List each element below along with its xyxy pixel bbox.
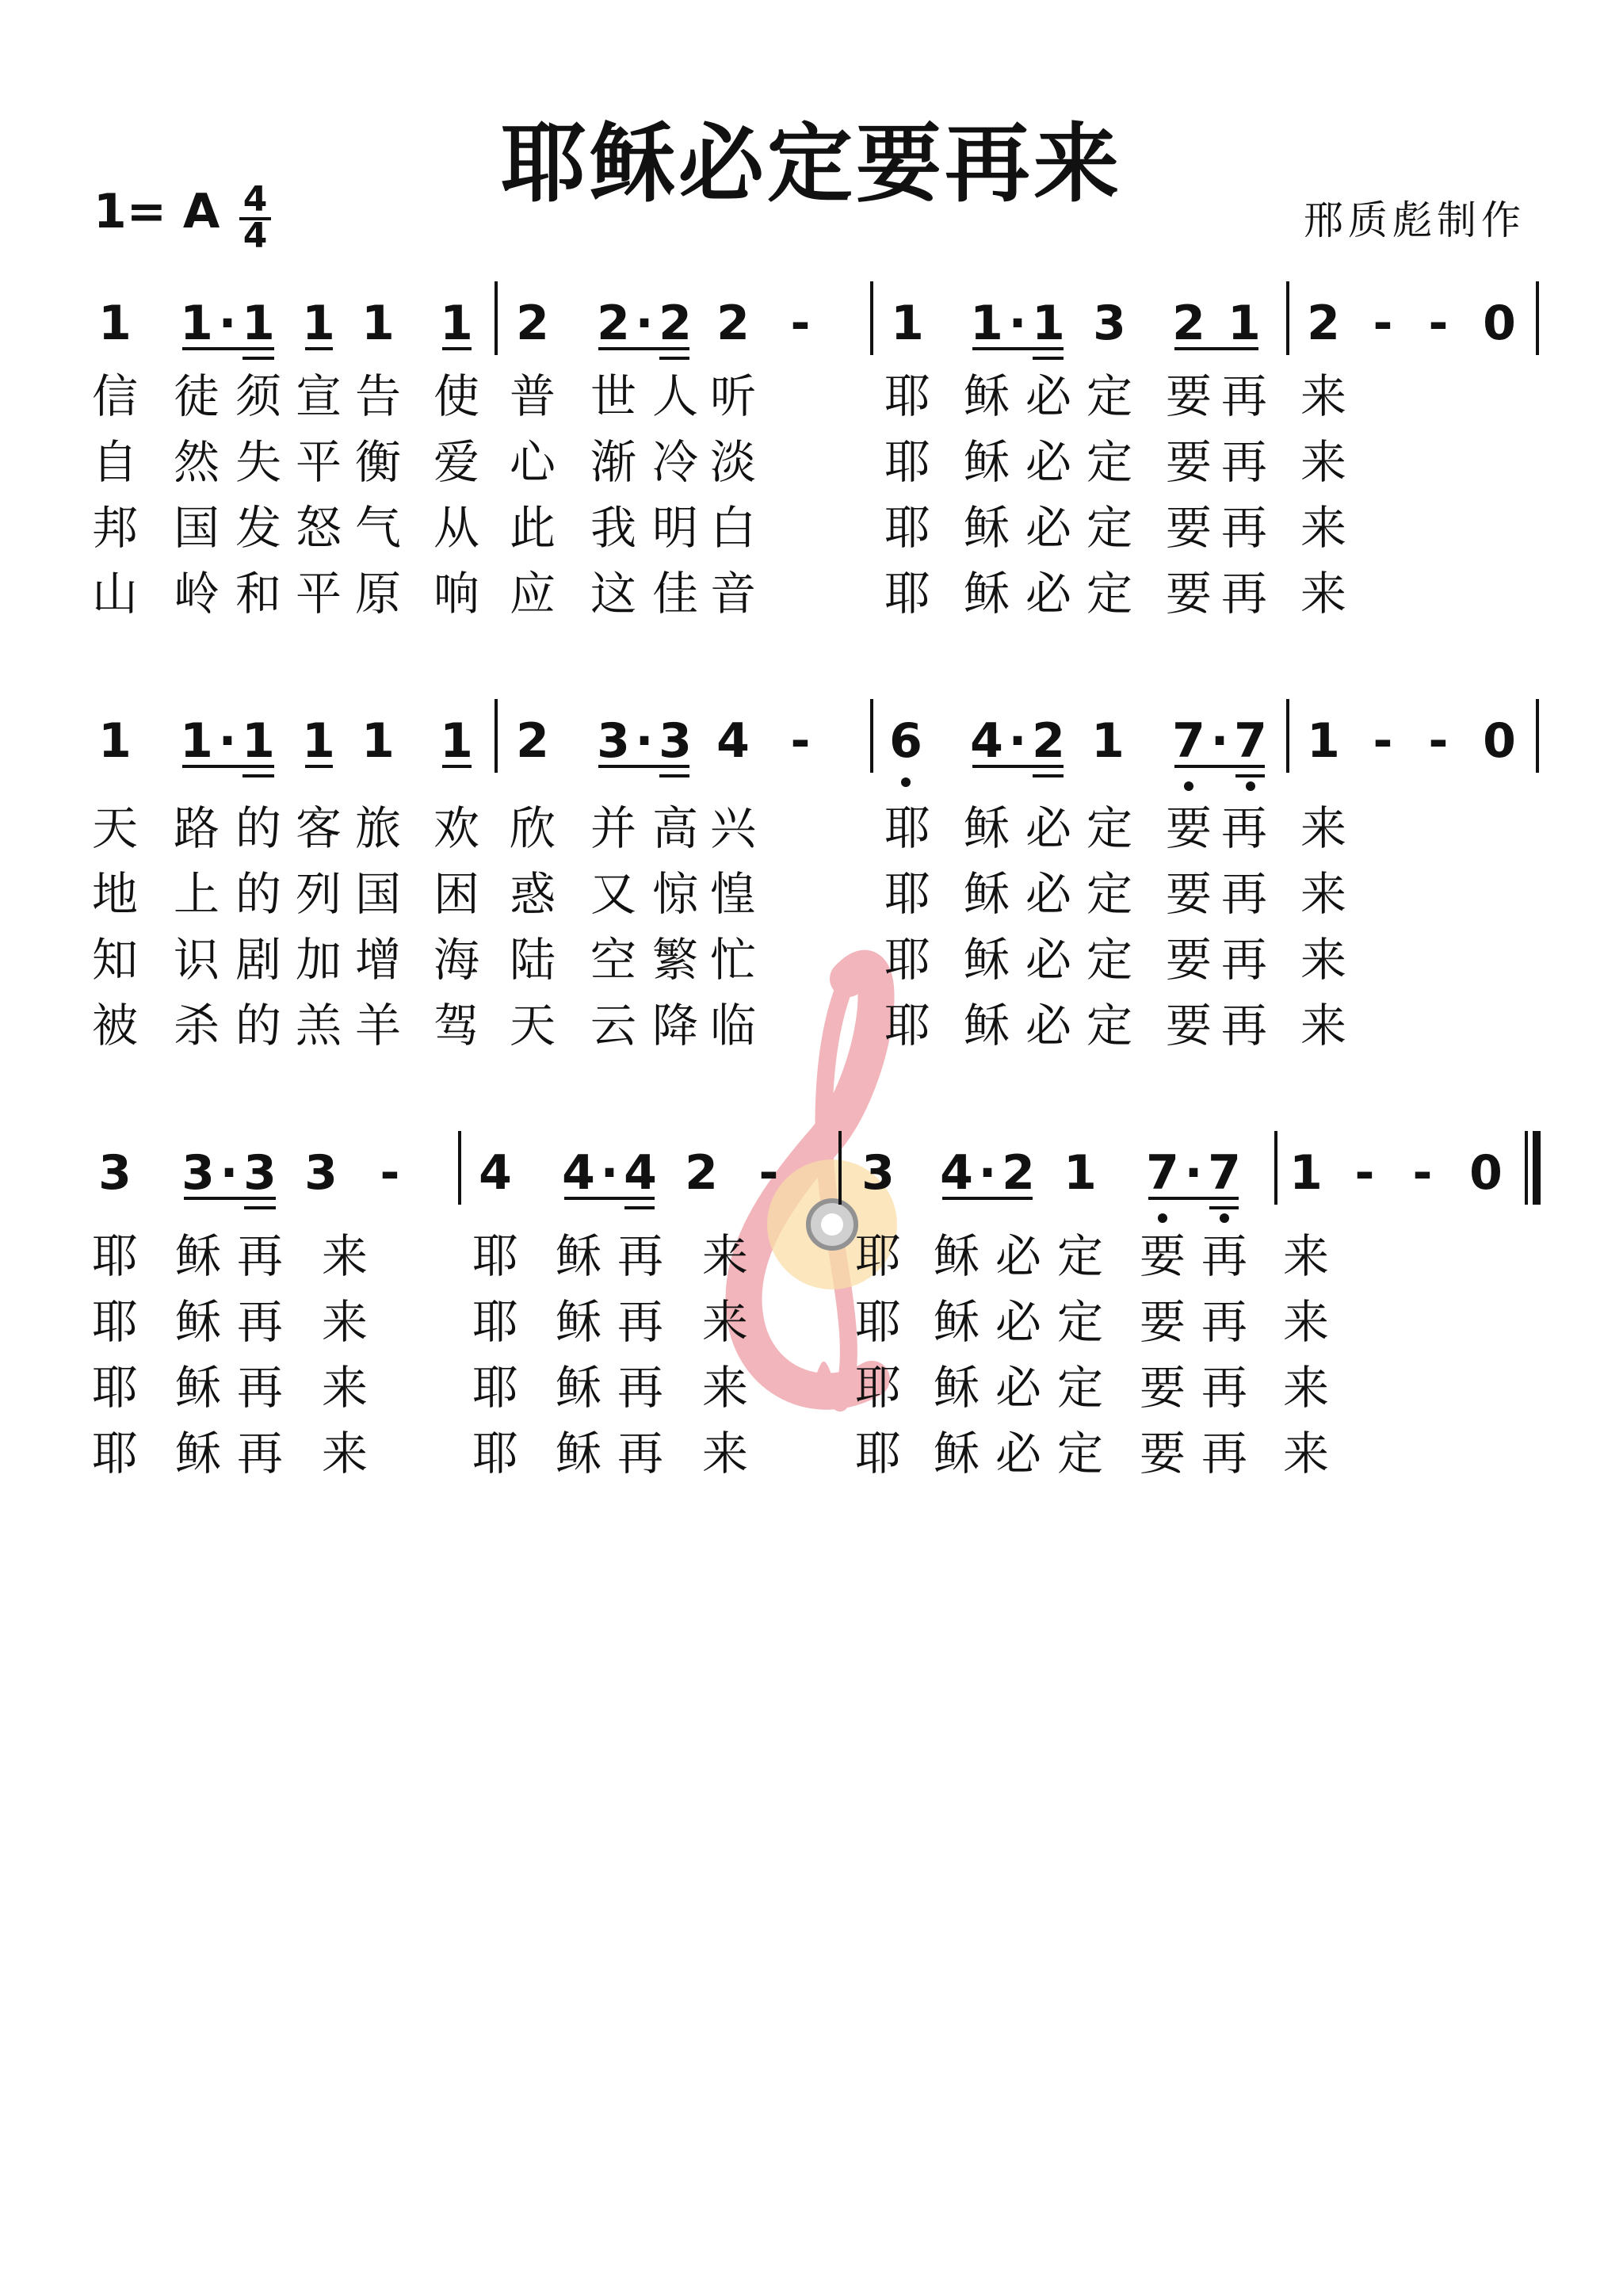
svg-text:4: 4 [716, 713, 750, 769]
lyric-char: 耶 [884, 999, 931, 1052]
lyric-char: 再 [1201, 1295, 1248, 1349]
lyric-char: 必 [1025, 867, 1072, 921]
svg-text:0: 0 [1483, 296, 1516, 351]
lyric-char: 耶 [472, 1361, 519, 1415]
svg-text:1: 1 [98, 296, 132, 351]
lyric-char: 原 [354, 567, 402, 621]
svg-text:·: · [978, 1145, 997, 1201]
lyric-char: 欣 [509, 801, 556, 855]
lyric-char: 使 [433, 369, 480, 423]
lyric-char: 来 [1300, 801, 1347, 855]
svg-text:1: 1 [242, 296, 275, 351]
svg-text:-: - [1412, 1145, 1433, 1201]
lyric-char: 明 [651, 501, 699, 555]
lyric-char: 普 [509, 369, 556, 423]
svg-text:1: 1 [1289, 1145, 1323, 1201]
lyric-char: 心 [509, 435, 556, 489]
time-signature-top: 4 [242, 179, 268, 220]
lyric-char: 惶 [709, 867, 757, 921]
lyric-char: 邦 [91, 501, 139, 555]
lyric-char: 加 [295, 933, 342, 987]
lyric-char: 降 [651, 999, 699, 1052]
svg-text:1: 1 [440, 713, 473, 769]
lyric-char: 国 [354, 867, 402, 921]
key-label: 1= A [94, 184, 220, 239]
lyric-char: 来 [1300, 867, 1347, 921]
lyric-char: 要 [1165, 435, 1212, 489]
lyric-char: 稣 [933, 1427, 980, 1480]
lyric-char: 被 [91, 999, 139, 1052]
lyric-char: 再 [236, 1427, 284, 1480]
lyric-char: 世 [590, 369, 637, 423]
lyric-char: 又 [590, 867, 637, 921]
lyric-char: 定 [1086, 801, 1133, 855]
svg-text:1: 1 [1032, 296, 1065, 351]
lyric-char: 再 [1220, 801, 1268, 855]
svg-text:1: 1 [1091, 713, 1125, 769]
lyric-char: 稣 [963, 933, 1010, 987]
page-title: 耶稣必定要再来 [500, 115, 1122, 214]
lyric-char: 定 [1086, 867, 1133, 921]
svg-text:1: 1 [970, 296, 1003, 351]
lyric-char: 稣 [933, 1229, 980, 1283]
lyric-char: 要 [1165, 999, 1212, 1052]
lyric-char: 来 [701, 1361, 749, 1415]
svg-text:4: 4 [970, 713, 1003, 769]
lyric-char: 识 [173, 933, 220, 987]
lyric-char: 稣 [933, 1361, 980, 1415]
lyric-char: 知 [91, 933, 139, 987]
lyric-char: 耶 [884, 369, 931, 423]
lyric-char: 再 [1220, 567, 1268, 621]
lyric-char: 耶 [91, 1427, 139, 1480]
lyric-char: 再 [617, 1427, 664, 1480]
lyric-char: 平 [295, 567, 342, 621]
lyric-char: 必 [995, 1427, 1042, 1480]
lyric-char: 衡 [354, 435, 402, 489]
svg-text:2: 2 [1002, 1145, 1035, 1201]
svg-text:7: 7 [1172, 713, 1205, 769]
svg-text:·: · [1008, 713, 1027, 769]
svg-text:7: 7 [1234, 713, 1267, 769]
lyric-char: 要 [1165, 801, 1212, 855]
lyric-char: 佳 [651, 567, 699, 621]
svg-text:·: · [218, 713, 237, 769]
lyric-char: 增 [354, 933, 402, 987]
lyric-char: 要 [1139, 1427, 1186, 1480]
lyric-char: 耶 [854, 1427, 902, 1480]
svg-text:-: - [1354, 1145, 1375, 1201]
lyric-char: 定 [1086, 999, 1133, 1052]
lyric-char: 定 [1086, 369, 1133, 423]
svg-text:2: 2 [1032, 713, 1065, 769]
lyric-char: 来 [701, 1427, 749, 1480]
svg-text:3: 3 [243, 1145, 277, 1201]
lyric-char: 须 [235, 369, 282, 423]
lyric-char: 定 [1056, 1229, 1104, 1283]
lyric-char: 来 [1282, 1229, 1330, 1283]
svg-text:3: 3 [659, 713, 692, 769]
lyric-char: 再 [1220, 369, 1268, 423]
lyric-char: 我 [590, 501, 637, 555]
lyric-char: 平 [295, 435, 342, 489]
lyric-char: 必 [1025, 435, 1072, 489]
lyric-char: 此 [509, 501, 556, 555]
svg-text:3: 3 [181, 1145, 215, 1201]
lyric-char: 再 [617, 1295, 664, 1349]
lyric-char: 要 [1139, 1361, 1186, 1415]
lyric-char: 耶 [472, 1229, 519, 1283]
lyric-char: 繁 [651, 933, 699, 987]
lyric-char: 再 [617, 1361, 664, 1415]
svg-text:4: 4 [562, 1145, 595, 1201]
svg-text:-: - [790, 713, 811, 769]
svg-text:-: - [1373, 713, 1393, 769]
lyric-char: 人 [651, 369, 699, 423]
time-signature [239, 179, 271, 256]
lyric-char: 的 [235, 801, 282, 855]
lyric-char: 耶 [854, 1295, 902, 1349]
svg-text:4: 4 [940, 1145, 973, 1201]
lyric-char: 要 [1139, 1229, 1186, 1283]
lyric-char: 上 [173, 867, 220, 921]
lyric-char: 稣 [555, 1229, 602, 1283]
lyric-char: 爱 [433, 435, 480, 489]
svg-text:-: - [1428, 296, 1449, 351]
lyric-char: 国 [173, 501, 220, 555]
lyric-char: 驾 [433, 999, 480, 1052]
lyric-char: 再 [1201, 1229, 1248, 1283]
lyric-char: 定 [1086, 435, 1133, 489]
lyric-char: 地 [91, 867, 139, 921]
system-1-lyrics [92, 369, 1346, 621]
svg-text:1: 1 [891, 296, 924, 351]
lyric-char: 定 [1086, 933, 1133, 987]
lyric-char: 耶 [884, 567, 931, 621]
lyric-char: 惊 [651, 867, 699, 921]
svg-text:1: 1 [180, 713, 213, 769]
svg-text:1: 1 [302, 713, 335, 769]
svg-text:·: · [1008, 296, 1027, 351]
lyric-char: 稣 [174, 1295, 222, 1349]
lyric-char: 定 [1086, 567, 1133, 621]
lyric-char: 再 [1220, 999, 1268, 1052]
lyric-char: 信 [91, 369, 139, 423]
svg-text:3: 3 [304, 1145, 338, 1201]
lyric-char: 路 [173, 801, 220, 855]
lyric-char: 定 [1056, 1361, 1104, 1415]
svg-text:·: · [218, 296, 237, 351]
svg-text:3: 3 [861, 1145, 895, 1201]
lyric-char: 稣 [174, 1361, 222, 1415]
lyric-char: 定 [1086, 501, 1133, 555]
svg-text:1: 1 [1307, 713, 1340, 769]
lyric-char: 临 [709, 999, 757, 1052]
svg-text:2: 2 [1172, 296, 1205, 351]
lyric-char: 再 [1201, 1427, 1248, 1480]
lyric-char: 耶 [854, 1361, 902, 1415]
lyric-char: 怒 [295, 501, 342, 555]
lyric-char: 必 [1025, 369, 1072, 423]
svg-text:1: 1 [302, 296, 335, 351]
lyric-char: 定 [1056, 1295, 1104, 1349]
lyric-char: 高 [651, 801, 699, 855]
lyric-char: 兴 [709, 801, 757, 855]
lyric-char: 从 [433, 501, 480, 555]
lyric-char: 再 [617, 1229, 664, 1283]
svg-text:·: · [220, 1145, 239, 1201]
lyric-char: 再 [1220, 933, 1268, 987]
svg-text:2: 2 [516, 296, 549, 351]
lyric-char: 再 [236, 1295, 284, 1349]
lyric-char: 来 [1300, 369, 1347, 423]
svg-text:3: 3 [597, 713, 630, 769]
svg-text:4: 4 [479, 1145, 512, 1201]
lyric-char: 惑 [509, 867, 556, 921]
lyric-char: 渐 [590, 435, 637, 489]
lyric-char: 忙 [709, 933, 757, 987]
svg-text:·: · [1184, 1145, 1203, 1201]
lyric-char: 耶 [884, 501, 931, 555]
lyric-char: 再 [1220, 435, 1268, 489]
lyric-char: 云 [590, 999, 637, 1052]
svg-text:0: 0 [1483, 713, 1516, 769]
lyric-char: 天 [509, 999, 556, 1052]
lyric-char: 稣 [555, 1361, 602, 1415]
svg-text:·: · [635, 296, 654, 351]
lyric-char: 羊 [354, 999, 402, 1052]
lyric-char: 来 [1300, 435, 1347, 489]
svg-text:1: 1 [361, 713, 395, 769]
lyric-char: 这 [590, 567, 637, 621]
svg-text:·: · [635, 713, 654, 769]
lyric-char: 稣 [963, 369, 1010, 423]
svg-text:2: 2 [685, 1145, 718, 1201]
lyric-char: 稣 [963, 999, 1010, 1052]
lyric-char: 必 [1025, 933, 1072, 987]
lyric-char: 必 [1025, 567, 1072, 621]
lyric-char: 耶 [854, 1229, 902, 1283]
lyric-char: 来 [1282, 1361, 1330, 1415]
svg-text:2: 2 [716, 296, 750, 351]
lyric-char: 来 [321, 1229, 369, 1283]
lyric-char: 然 [173, 435, 220, 489]
svg-text:-: - [758, 1145, 779, 1201]
lyric-char: 冷 [651, 435, 699, 489]
lyric-char: 耶 [884, 867, 931, 921]
lyric-char: 来 [1282, 1295, 1330, 1349]
svg-text:·: · [600, 1145, 619, 1201]
lyric-char: 欢 [433, 801, 480, 855]
svg-text:2: 2 [597, 296, 630, 351]
lyric-char: 杀 [173, 999, 220, 1052]
svg-text:7: 7 [1208, 1145, 1241, 1201]
svg-text:-: - [790, 296, 811, 351]
lyric-char: 徒 [173, 369, 220, 423]
lyric-char: 应 [509, 567, 556, 621]
lyric-char: 稣 [963, 435, 1010, 489]
lyric-char: 困 [433, 867, 480, 921]
lyric-char: 来 [1282, 1427, 1330, 1480]
svg-text:6: 6 [889, 713, 922, 769]
svg-text:1: 1 [1228, 296, 1261, 351]
lyric-char: 来 [1300, 501, 1347, 555]
lyric-char: 要 [1165, 867, 1212, 921]
lyric-char: 耶 [472, 1295, 519, 1349]
lyric-char: 发 [235, 501, 282, 555]
lyric-char: 再 [236, 1361, 284, 1415]
lyric-char: 耶 [472, 1427, 519, 1480]
lyric-char: 再 [1220, 501, 1268, 555]
lyric-char: 必 [995, 1361, 1042, 1415]
lyric-char: 要 [1139, 1295, 1186, 1349]
lyric-char: 响 [433, 567, 480, 621]
svg-text:4: 4 [624, 1145, 657, 1201]
lyric-char: 羔 [295, 999, 342, 1052]
lyric-char: 海 [433, 933, 480, 987]
svg-text:-: - [380, 1145, 400, 1201]
lyric-char: 必 [1025, 801, 1072, 855]
lyric-char: 客 [295, 801, 342, 855]
lyric-char: 稣 [174, 1229, 222, 1283]
svg-text:1: 1 [98, 713, 132, 769]
lyric-char: 稣 [555, 1295, 602, 1349]
lyric-char: 再 [1220, 867, 1268, 921]
lyric-char: 来 [321, 1295, 369, 1349]
svg-text:3: 3 [1093, 296, 1126, 351]
lyric-char: 告 [354, 369, 402, 423]
lyric-char: 要 [1165, 933, 1212, 987]
lyric-char: 再 [236, 1229, 284, 1283]
lyric-char: 再 [1201, 1361, 1248, 1415]
lyric-char: 稣 [963, 501, 1010, 555]
lyric-char: 列 [295, 867, 342, 921]
lyric-char: 稣 [963, 867, 1010, 921]
lyric-char: 失 [235, 435, 282, 489]
lyric-char: 来 [701, 1229, 749, 1283]
lyric-char: 旅 [354, 801, 402, 855]
lyric-char: 定 [1056, 1427, 1104, 1480]
lyric-char: 稣 [174, 1427, 222, 1480]
lyric-char: 稣 [933, 1295, 980, 1349]
lyric-char: 必 [1025, 999, 1072, 1052]
svg-text:-: - [1428, 713, 1449, 769]
lyric-char: 剧 [235, 933, 282, 987]
lyric-char: 稣 [963, 567, 1010, 621]
lyric-char: 天 [91, 801, 139, 855]
lyric-char: 要 [1165, 369, 1212, 423]
svg-text:2: 2 [516, 713, 549, 769]
lyric-char: 稣 [963, 801, 1010, 855]
system-2-notes [98, 699, 1537, 791]
lyric-char: 来 [321, 1427, 369, 1480]
svg-text:1: 1 [242, 713, 275, 769]
lyric-char: 来 [1300, 933, 1347, 987]
lyric-char: 陆 [509, 933, 556, 987]
lyric-char: 淡 [709, 435, 757, 489]
svg-text:3: 3 [98, 1145, 132, 1201]
svg-text:·: · [1210, 713, 1229, 769]
lyric-char: 空 [590, 933, 637, 987]
system-3-lyrics [92, 1229, 1329, 1480]
svg-text:7: 7 [1146, 1145, 1179, 1201]
lyric-char: 耶 [91, 1229, 139, 1283]
system-1-notes [98, 281, 1537, 358]
lyric-char: 岭 [173, 567, 220, 621]
lyric-char: 必 [995, 1229, 1042, 1283]
svg-text:1: 1 [1064, 1145, 1097, 1201]
lyric-char: 耶 [91, 1361, 139, 1415]
lyric-char: 山 [91, 567, 139, 621]
svg-text:2: 2 [1307, 296, 1340, 351]
lyric-char: 必 [995, 1295, 1042, 1349]
svg-text:0: 0 [1469, 1145, 1503, 1201]
svg-text:1: 1 [440, 296, 473, 351]
lyric-char: 宣 [295, 369, 342, 423]
svg-text:1: 1 [361, 296, 395, 351]
lyric-char: 耶 [884, 435, 931, 489]
lyric-char: 耶 [91, 1295, 139, 1349]
lyric-char: 气 [354, 501, 402, 555]
lyric-char: 要 [1165, 567, 1212, 621]
lyric-char: 必 [1025, 501, 1072, 555]
lyric-char: 并 [590, 801, 637, 855]
lyric-char: 自 [91, 435, 139, 489]
time-signature-bottom: 4 [242, 216, 268, 256]
lyric-char: 耶 [884, 801, 931, 855]
lyric-char: 要 [1165, 501, 1212, 555]
lyric-char: 来 [1300, 999, 1347, 1052]
lyric-char: 来 [321, 1361, 369, 1415]
lyric-char: 来 [1300, 567, 1347, 621]
system-2-lyrics [92, 801, 1346, 1052]
lyric-char: 白 [709, 501, 757, 555]
lyric-char: 稣 [555, 1427, 602, 1480]
lyric-char: 的 [235, 999, 282, 1052]
lyric-char: 来 [701, 1295, 749, 1349]
lyric-char: 音 [709, 567, 757, 621]
lyric-char: 和 [235, 567, 282, 621]
lyric-char: 的 [235, 867, 282, 921]
svg-text:1: 1 [180, 296, 213, 351]
lyric-char: 听 [709, 369, 757, 423]
svg-text:-: - [1373, 296, 1393, 351]
author-credit: 邢质彪制作 [1304, 197, 1526, 243]
lyric-char: 耶 [884, 933, 931, 987]
svg-text:2: 2 [659, 296, 692, 351]
